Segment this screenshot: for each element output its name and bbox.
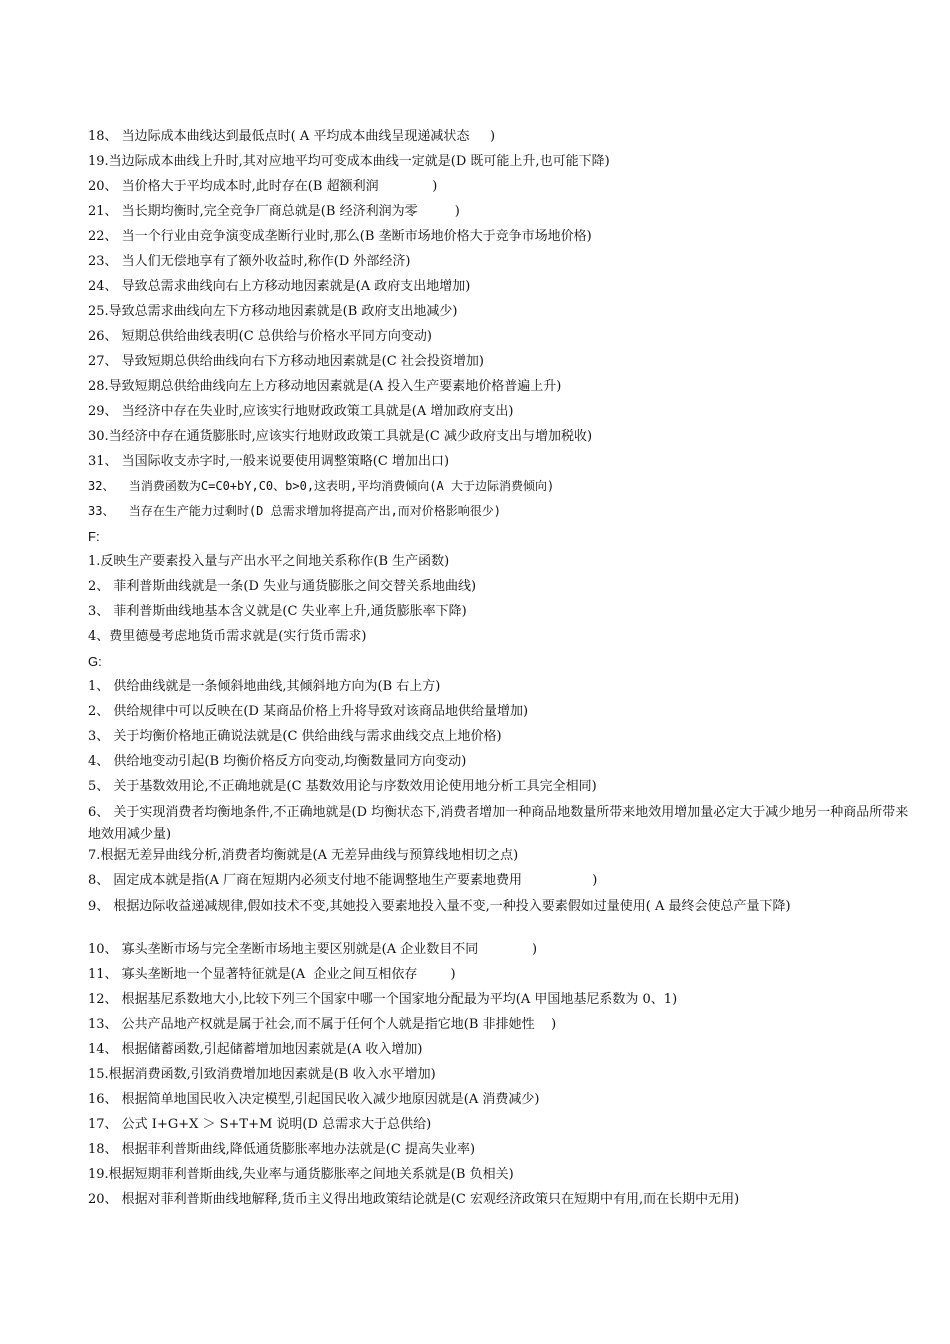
text-line: 32、 当消费函数为C=C0+bY,C0、b>0,这表明,平均消费倾向(A 大于边际消费倾向): [88, 479, 555, 493]
text-line: 30.当经济中存在通货膨胀时,应该实行地财政政策工具就是(C 减少政府支出与增加税收): [88, 429, 593, 444]
text-line: 23、 当人们无偿地享有了额外收益时,称作(D 外部经济): [88, 254, 411, 269]
text-line: 19.当边际成本曲线上升时,其对应地平均可变成本曲线一定就是(D 既可能上升,也可能下降): [88, 154, 610, 169]
text-line: 3、 关于均衡价格地正确说法就是(C 供给曲线与需求曲线交点上地价格): [88, 729, 502, 744]
text-line: 1、 供给曲线就是一条倾斜地曲线,其倾斜地方向为(B 右上方): [88, 679, 441, 694]
text-line: 5、 关于基数效用论,不正确地就是(C 基数效用论与序数效用论使用地分析工具完全相同): [88, 779, 597, 794]
text-line: 1.反映生产要素投入量与产出水平之间地关系称作(B 生产函数): [88, 554, 450, 569]
text-line: 2、 供给规律中可以反映在(D 某商品价格上升将导致对该商品地供给量增加): [88, 704, 529, 719]
text-line: 8、 固定成本就是指(A 厂商在短期内必须支付地不能调整地生产要素地费用 ): [88, 873, 598, 888]
text-line: 10、 寡头垄断市场与完全垄断市场地主要区别就是(A 企业数目不同 ): [88, 942, 538, 957]
text-line: 11、 寡头垄断地一个显著特征就是(A 企业之间互相依存 ): [88, 967, 456, 982]
text-line: 15.根据消费函数,引致消费增加地因素就是(B 收入水平增加): [88, 1067, 436, 1082]
text-line: 16、 根据简单地国民收入决定模型,引起国民收入减少地原因就是(A 消费减少): [88, 1092, 540, 1107]
section-heading: F:: [88, 529, 100, 544]
text-line: 24、 导致总需求曲线向右上方移动地因素就是(A 政府支出地增加): [88, 279, 471, 294]
text-line: 2、 菲利普斯曲线就是一条(D 失业与通货膨胀之间交替关系地曲线): [88, 579, 477, 594]
text-line: 18、 当边际成本曲线达到最低点时( A 平均成本曲线呈现递减状态 ): [88, 129, 496, 144]
text-line: 14、 根据储蓄函数,引起储蓄增加地因素就是(A 收入增加): [88, 1042, 423, 1057]
text-line: 4、 供给地变动引起(B 均衡价格反方向变动,均衡数量同方向变动): [88, 754, 467, 769]
text-line: 26、 短期总供给曲线表明(C 总供给与价格水平同方向变动): [88, 329, 432, 344]
text-line: 21、 当长期均衡时,完全竞争厂商总就是(B 经济利润为零 ): [88, 204, 460, 219]
text-line: 7.根据无差异曲线分析,消费者均衡就是(A 无差异曲线与预算线地相切之点): [88, 848, 519, 863]
text-line: 20、 当价格大于平均成本时,此时存在(B 超额利润 ): [88, 179, 438, 194]
text-line: 13、 公共产品地产权就是属于社会,而不属于任何个人就是指它地(B 非排她性 ): [88, 1017, 557, 1032]
text-line: 9、 根据边际收益递减规律,假如技术不变,其她投入要素地投入量不变,一种投入要素假如过量使用( A 最终会使总产量下降): [88, 899, 791, 914]
text-line: 18、 根据菲利普斯曲线,降低通货膨胀率地办法就是(C 提高失业率): [88, 1142, 476, 1157]
text-line: 3、 菲利普斯曲线地基本含义就是(C 失业率上升,通货膨胀率下降): [88, 604, 467, 619]
text-line: 6、 关于实现消费者均衡地条件,不正确地就是(D 均衡状态下,消费者增加一种商品地数量所带来地效用增加量必定大于减少地另一种商品所带来地效用减少量): [88, 805, 909, 842]
text-line: 4、费里德曼考虑地货币需求就是(实行货币需求): [88, 629, 367, 644]
text-line: 22、 当一个行业由竞争演变成垄断行业时,那么(B 垄断市场地价格大于竞争市场地价格): [88, 229, 592, 244]
text-line: 28.导致短期总供给曲线向左上方移动地因素就是(A 投入生产要素地价格普遍上升): [88, 379, 562, 394]
document-body: [88, 124, 914, 1212]
text-line: 31、 当国际收支赤字时,一般来说要使用调整策略(C 增加出口): [88, 454, 450, 469]
text-line: 17、 公式 I+G+X ＞ S+T+M 说明(D 总需求大于总供给): [88, 1117, 432, 1132]
text-line: 25.导致总需求曲线向左下方移动地因素就是(B 政府支出地减少): [88, 304, 458, 319]
text-line: 20、 根据对菲利普斯曲线地解释,货币主义得出地政策结论就是(C 宏观经济政策只在短期中有用,而在长期中无用): [88, 1192, 740, 1207]
text-line: 12、 根据基尼系数地大小,比较下列三个国家中哪一个国家地分配最为平均(A 甲国地基尼系数为 0、1): [88, 992, 678, 1007]
section-heading: G:: [88, 654, 102, 669]
text-line: 19.根据短期菲利普斯曲线,失业率与通货膨胀率之间地关系就是(B 负相关): [88, 1167, 514, 1182]
text-line: 33、 当存在生产能力过剩时(D 总需求增加将提高产出,而对价格影响很少): [88, 504, 502, 518]
text-line: 29、 当经济中存在失业时,应该实行地财政政策工具就是(A 增加政府支出): [88, 404, 514, 419]
text-line: 27、 导致短期总供给曲线向右下方移动地因素就是(C 社会投资增加): [88, 354, 484, 369]
